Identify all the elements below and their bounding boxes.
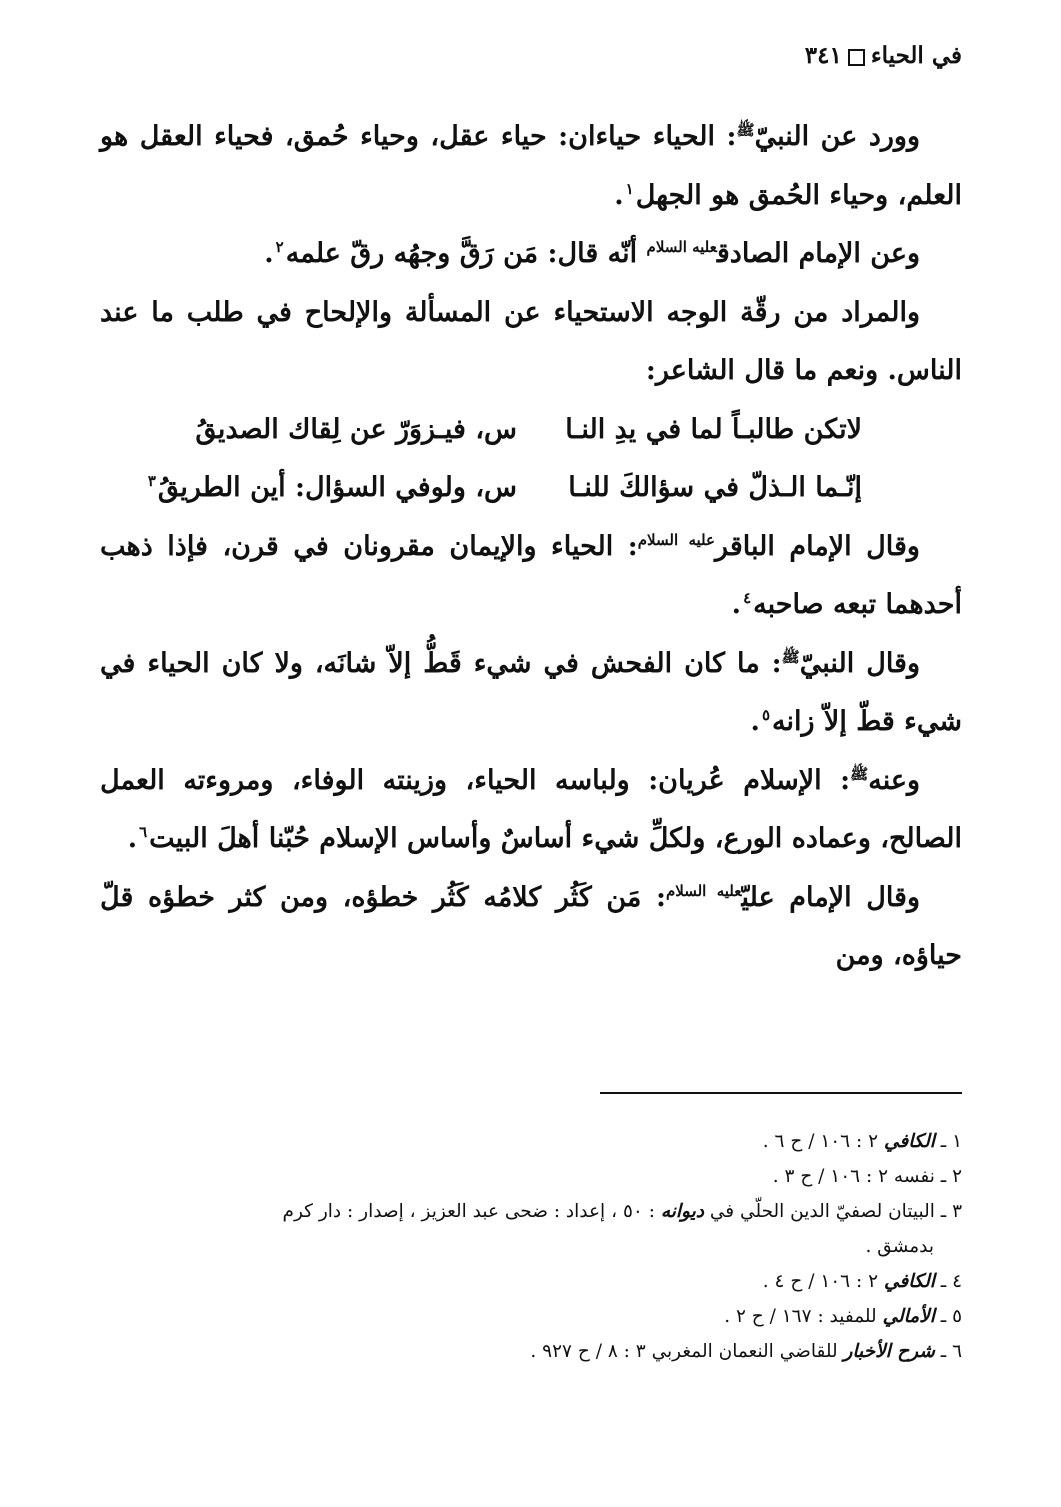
footnote-marker: ٢ [275,238,284,256]
paragraph [100,284,962,401]
paragraph-text: : الحياء والإيمان مقرونان في قرن، فإذا ذهب أحدهما تبعه صاحبه [100,530,962,620]
poem-verse [100,459,962,518]
salutation-glyph: ﷺ [736,121,755,139]
footnote-source: شرح الأخبار [843,1341,935,1362]
paragraph [100,108,962,225]
footnote-continuation: بدمشق . [865,1236,934,1257]
paragraph-intro: وعن الإمام الصادق [716,238,920,269]
footnote [100,1334,962,1369]
paragraph-end: . [750,706,760,737]
paragraph-text: : الحياء حياءان: حياء عقل، وحياء حُمق، فحياء العقل هو العلم، وحياء الحُمق هو الجهل [100,121,962,211]
footnote [100,1194,962,1264]
book-page [100,0,962,1507]
salutation-glyph: عليه السلام [646,238,717,256]
paragraph-intro: وعنه [868,764,920,796]
footnote-source: الكافي [883,1131,935,1152]
square-ornament-icon [848,49,865,66]
footnote-number: ٦ ـ [940,1341,962,1362]
footnote-number: ٣ ـ [940,1201,962,1222]
verse-second-hemistich: س، فيـزوَرّ عن لِقاك الصديقُ [195,413,517,445]
footnote-number: ١ ـ [940,1131,962,1152]
footnote-number: ٤ ـ [940,1271,962,1292]
footnote-number: ٢ ـ [940,1166,962,1187]
paragraph-text: : الإسلام عُريان: ولباسه الحياء، وزينته الوفاء، ومروءته العمل الصالح، وعماده الورع، ولكلِّ شيء أساسٌ وأساس الإسلام حُبّنا أهلَ البيت [100,764,962,854]
poem-verse [100,401,962,460]
paragraph-intro: وقال الإمام عليّ [741,881,921,913]
paragraph [100,869,962,986]
footnote-reference: : ٥٠ ، إعداد : ضحى عبد العزيز ، إصدار : دار كرم [282,1201,655,1222]
footnote-marker: ١ [625,179,634,198]
paragraph-intro: وقال النبيّ [799,647,920,679]
paragraph-end: . [731,589,742,620]
footnote-reference: ٢ : ١٠٦ / ح ٤ . [762,1271,879,1292]
paragraph-intro: وورد عن النبيّ [754,121,920,152]
footnote [100,1299,962,1334]
footnote-source: الأمالي [882,1306,935,1327]
footnote [100,1124,962,1159]
footnote-prefix: البيتان لصفيّ الدين الحلّي في [709,1201,935,1222]
footnote-marker: ٦ [139,823,148,841]
footnote-reference: ٢ : ١٠٦ / ح ٦ . [762,1131,879,1152]
salutation-glyph: عليه السلام [637,530,715,549]
paragraph-text: والمراد من رقّة الوجه الاستحياء عن المسألة والإلحاح في طلب ما عند الناس. ونعم ما قال الشاعر: [100,296,962,386]
footnote-reference: للقاضي النعمان المغربي ٣ : ٨ / ح ٩٢٧ . [530,1341,838,1362]
running-header [805,42,962,69]
footnotes [100,1124,962,1369]
salutation-glyph: عليه السلام [665,881,742,900]
page-number: ٣٤١ [804,42,842,69]
verse-second-hemistich: س، ولوفي السؤال: أين الطريقُ [157,472,517,503]
footnote [100,1264,962,1299]
verse-first-hemistich: إنّـما الـذلّ في سؤالكَ للنـا [568,472,862,503]
salutation-glyph: ﷺ [781,647,800,666]
paragraph [100,225,962,284]
paragraph-end: . [614,179,624,211]
footnote-reference: للمفيد : ١٦٧ / ح ٢ . [724,1306,877,1327]
paragraph-intro: وقال الإمام الباقر [714,530,920,562]
paragraph [100,635,962,752]
footnote-marker: ٤ [743,589,752,607]
footnote-separator [600,1092,962,1094]
paragraph-end: . [264,238,274,269]
paragraph-text: : مَن كَثُر كلامُه كَثُر خطؤه، ومن كثر خطؤه قلّ حياؤه، ومن [100,881,962,971]
footnote [100,1159,962,1194]
main-text [100,108,962,986]
footnote-source: الكافي [883,1271,935,1292]
paragraph [100,518,962,635]
footnote-source: ديوانه [660,1201,704,1222]
verse-first-hemistich: لاتكن طالبـاً لما في يدِ النـا [565,413,862,445]
footnote-reference: نفسه ٢ : ١٠٦ / ح ٣ . [772,1166,935,1187]
paragraph-text: : ما كان الفحش في شيء قَطُّ إلاّ شانَه، ولا كان الحياء في شيء قطّ إلاّ زانه [100,647,962,737]
footnote-marker: ٥ [761,706,770,724]
paragraph-text: أنّه قال: مَن رَقَّ وجهُه رقّ علمه [285,238,638,269]
footnote-marker: ٣ [147,472,156,490]
chapter-title: في الحياء [870,42,962,69]
footnote-number: ٥ ـ [940,1306,962,1327]
paragraph-end: . [127,823,138,854]
paragraph [100,752,962,869]
salutation-glyph: ﷺ [850,764,869,783]
